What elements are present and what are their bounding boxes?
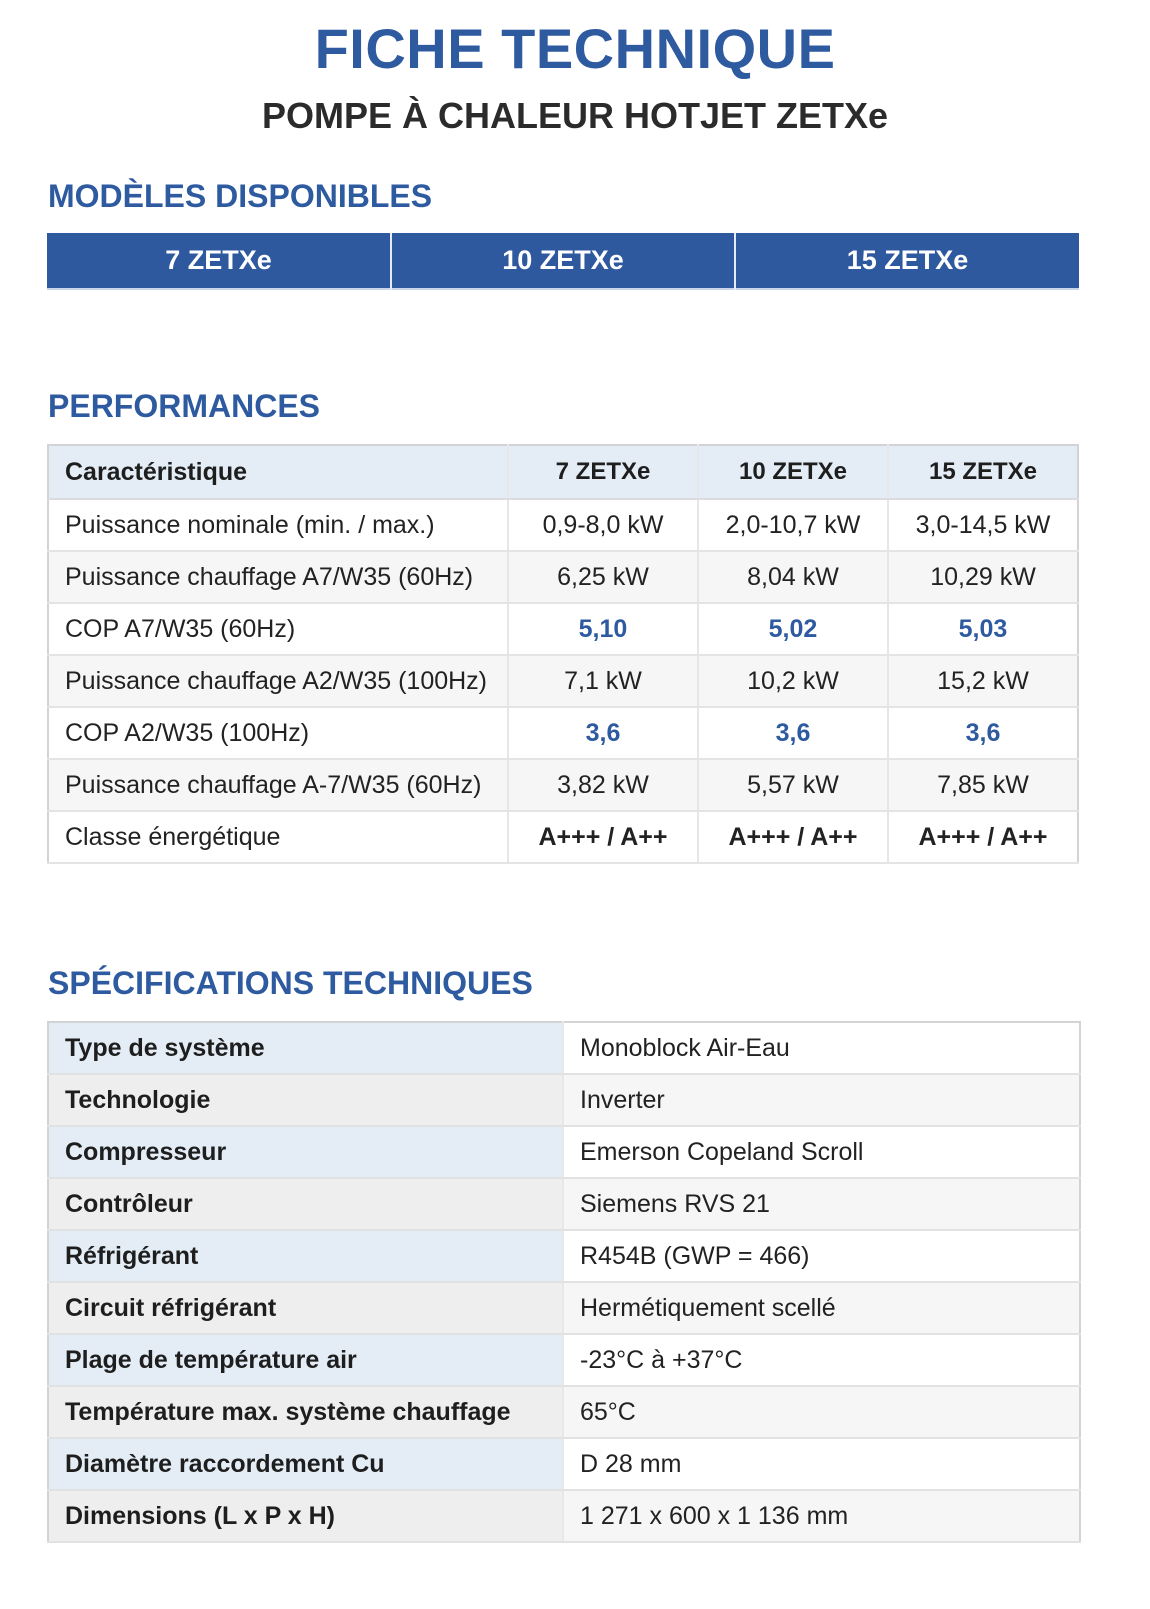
spec-label: Température max. système chauffage xyxy=(48,1386,563,1438)
spec-value: -23°C à +37°C xyxy=(563,1334,1080,1386)
specifications-table xyxy=(47,1021,1081,1543)
performances-heading: PERFORMANCES xyxy=(48,388,321,424)
spec-value: D 28 mm xyxy=(563,1438,1080,1490)
spec-value: Siemens RVS 21 xyxy=(563,1178,1080,1230)
spec-value: Hermétiquement scellé xyxy=(563,1282,1080,1334)
table-row xyxy=(48,1438,1080,1490)
table-row xyxy=(48,1334,1080,1386)
specifications-heading: SPÉCIFICATIONS TECHNIQUES xyxy=(48,965,533,1001)
table-cell: 5,02 xyxy=(698,603,888,655)
table-cell: 3,6 xyxy=(888,707,1078,759)
table-row xyxy=(48,1490,1080,1542)
table-cell: 7,85 kW xyxy=(888,759,1078,811)
spec-label: Compresseur xyxy=(48,1126,563,1178)
table-cell: 3,6 xyxy=(508,707,698,759)
spec-value: 65°C xyxy=(563,1386,1080,1438)
model-7-zetxe: 7 ZETXe xyxy=(47,233,391,289)
row-label: Puissance chauffage A7/W35 (60Hz) xyxy=(48,551,508,603)
row-label: Classe énergétique xyxy=(48,811,508,863)
page-title: FICHE TECHNIQUE xyxy=(314,17,836,80)
table-cell: 3,6 xyxy=(698,707,888,759)
table-cell: 2,0-10,7 kW xyxy=(698,499,888,551)
model-15-zetxe: 15 ZETXe xyxy=(735,233,1079,289)
page-subtitle: POMPE À CHALEUR HOTJET ZETXe xyxy=(261,95,889,136)
spec-value: Emerson Copeland Scroll xyxy=(563,1126,1080,1178)
table-cell: 5,03 xyxy=(888,603,1078,655)
column-header: 7 ZETXe xyxy=(508,445,698,499)
column-header: 10 ZETXe xyxy=(698,445,888,499)
table-row xyxy=(48,1022,1080,1074)
column-header: 15 ZETXe xyxy=(888,445,1078,499)
spec-label: Contrôleur xyxy=(48,1178,563,1230)
spec-value: Inverter xyxy=(563,1074,1080,1126)
column-header: Caractéristique xyxy=(48,445,508,499)
table-row xyxy=(48,759,1078,811)
models-heading: MODÈLES DISPONIBLES xyxy=(48,178,433,214)
table-header-row xyxy=(48,445,1078,499)
table-row xyxy=(48,603,1078,655)
table-cell: 6,25 kW xyxy=(508,551,698,603)
performances-table xyxy=(47,444,1079,864)
table-row xyxy=(48,1178,1080,1230)
table-cell: 5,57 kW xyxy=(698,759,888,811)
row-label: COP A2/W35 (100Hz) xyxy=(48,707,508,759)
table-row xyxy=(48,1230,1080,1282)
table-cell: A+++ / A++ xyxy=(698,811,888,863)
table-row xyxy=(48,551,1078,603)
spec-label: Réfrigérant xyxy=(48,1230,563,1282)
table-cell: 15,2 kW xyxy=(888,655,1078,707)
table-row xyxy=(48,1282,1080,1334)
model-10-zetxe: 10 ZETXe xyxy=(391,233,735,289)
table-row xyxy=(48,1126,1080,1178)
spec-label: Circuit réfrigérant xyxy=(48,1282,563,1334)
table-row xyxy=(48,1074,1080,1126)
table-cell: 3,0-14,5 kW xyxy=(888,499,1078,551)
table-row xyxy=(48,499,1078,551)
row-label: Puissance chauffage A2/W35 (100Hz) xyxy=(48,655,508,707)
row-label: Puissance nominale (min. / max.) xyxy=(48,499,508,551)
table-row xyxy=(48,811,1078,863)
row-label: Puissance chauffage A-7/W35 (60Hz) xyxy=(48,759,508,811)
table-cell: 10,2 kW xyxy=(698,655,888,707)
table-cell: 5,10 xyxy=(508,603,698,655)
table-cell: 10,29 kW xyxy=(888,551,1078,603)
table-cell: 7,1 kW xyxy=(508,655,698,707)
spec-value: 1 271 x 600 x 1 136 mm xyxy=(563,1490,1080,1542)
table-row xyxy=(48,655,1078,707)
table-row xyxy=(48,707,1078,759)
table-row xyxy=(48,1386,1080,1438)
spec-label: Dimensions (L x P x H) xyxy=(48,1490,563,1542)
models-bar xyxy=(47,233,1079,290)
row-label: COP A7/W35 (60Hz) xyxy=(48,603,508,655)
table-cell: 8,04 kW xyxy=(698,551,888,603)
table-cell: A+++ / A++ xyxy=(508,811,698,863)
spec-value: Monoblock Air-Eau xyxy=(563,1022,1080,1074)
table-cell: A+++ / A++ xyxy=(888,811,1078,863)
table-cell: 0,9-8,0 kW xyxy=(508,499,698,551)
table-cell: 3,82 kW xyxy=(508,759,698,811)
spec-label: Technologie xyxy=(48,1074,563,1126)
spec-label: Plage de température air xyxy=(48,1334,563,1386)
spec-label: Type de système xyxy=(48,1022,563,1074)
spec-value: R454B (GWP = 466) xyxy=(563,1230,1080,1282)
spec-label: Diamètre raccordement Cu xyxy=(48,1438,563,1490)
